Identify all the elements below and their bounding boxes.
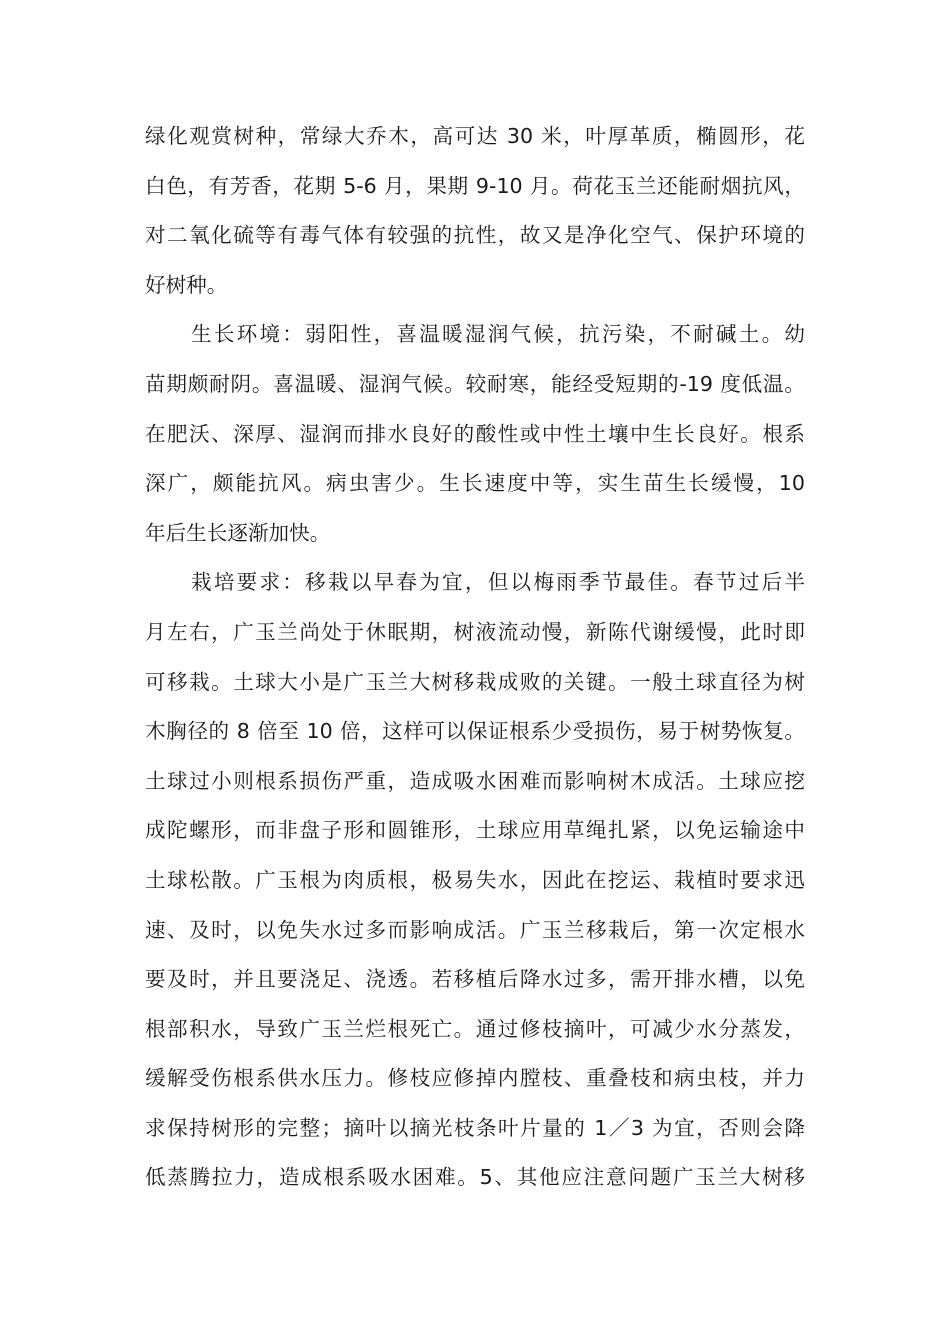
text-line: 速、及时，以免失水过多而影响成活。广玉兰移栽后，第一次定根水 xyxy=(145,917,805,942)
text-line: 白色，有芳香，花期 5-6 月，果期 9-10 月。荷花玉兰还能耐烟抗风， xyxy=(145,173,805,198)
text-line: 根部积水，导致广玉兰烂根死亡。通过修枝摘叶，可减少水分蒸发， xyxy=(145,1016,805,1041)
document-page xyxy=(145,112,805,1203)
text-line: 缓解受伤根系供水压力。修枝应修掉内膛枝、重叠枝和病虫枝，并力 xyxy=(145,1066,805,1091)
text-line: 可移栽。土球大小是广玉兰大树移栽成败的关键。一般土球直径为树 xyxy=(145,669,805,694)
text-line: 对二氧化硫等有毒气体有较强的抗性，故又是净化空气、保护环境的 xyxy=(145,223,805,248)
text-line: 绿化观赏树种，常绿大乔木，高可达 30 米，叶厚革质，椭圆形，花 xyxy=(145,124,805,148)
text-line: 求保持树形的完整；摘叶以摘光枝条叶片量的 1／3 为宜，否则会降 xyxy=(145,1115,805,1140)
text-line: 木胸径的 8 倍至 10 倍，这样可以保证根系少受损伤，易于树势恢复。 xyxy=(145,719,805,744)
paragraph-cultivation xyxy=(145,558,805,1203)
text-line: 好树种。 xyxy=(145,272,228,297)
text-line: 成陀螺形，而非盘子形和圆锥形，土球应用草绳扎紧，以免运输途中 xyxy=(145,818,805,843)
paragraph-intro xyxy=(145,112,805,310)
text-line: 生长环境：弱阳性，喜温暖湿润气候，抗污染，不耐碱土。幼 xyxy=(191,322,805,347)
text-line: 在肥沃、深厚、湿润而排水良好的酸性或中性土壤中生长良好。根系 xyxy=(145,421,805,446)
text-line: 月左右，广玉兰尚处于休眠期，树液流动慢，新陈代谢缓慢，此时即 xyxy=(145,619,805,644)
text-line: 土球松散。广玉根为肉质根，极易失水，因此在挖运、栽植时要求迅 xyxy=(145,867,805,892)
text-line: 低蒸腾拉力，造成根系吸水困难。5、其他应注意问题广玉兰大树移 xyxy=(145,1165,805,1190)
text-line: 要及时，并且要浇足、浇透。若移植后降水过多，需开排水槽，以免 xyxy=(145,967,805,992)
text-line: 年后生长逐渐加快。 xyxy=(145,520,331,545)
paragraph-growth-environment xyxy=(145,310,805,558)
text-line: 苗期颇耐阴。喜温暖、湿润气候。较耐寒，能经受短期的-19 度低温。 xyxy=(145,371,805,396)
text-line: 土球过小则根系损伤严重，造成吸水困难而影响树木成活。土球应挖 xyxy=(145,768,805,793)
text-line: 栽培要求：移栽以早春为宜，但以梅雨季节最佳。春节过后半 xyxy=(191,570,805,595)
text-line: 深广，颇能抗风。病虫害少。生长速度中等，实生苗生长缓慢，10 xyxy=(145,471,805,496)
